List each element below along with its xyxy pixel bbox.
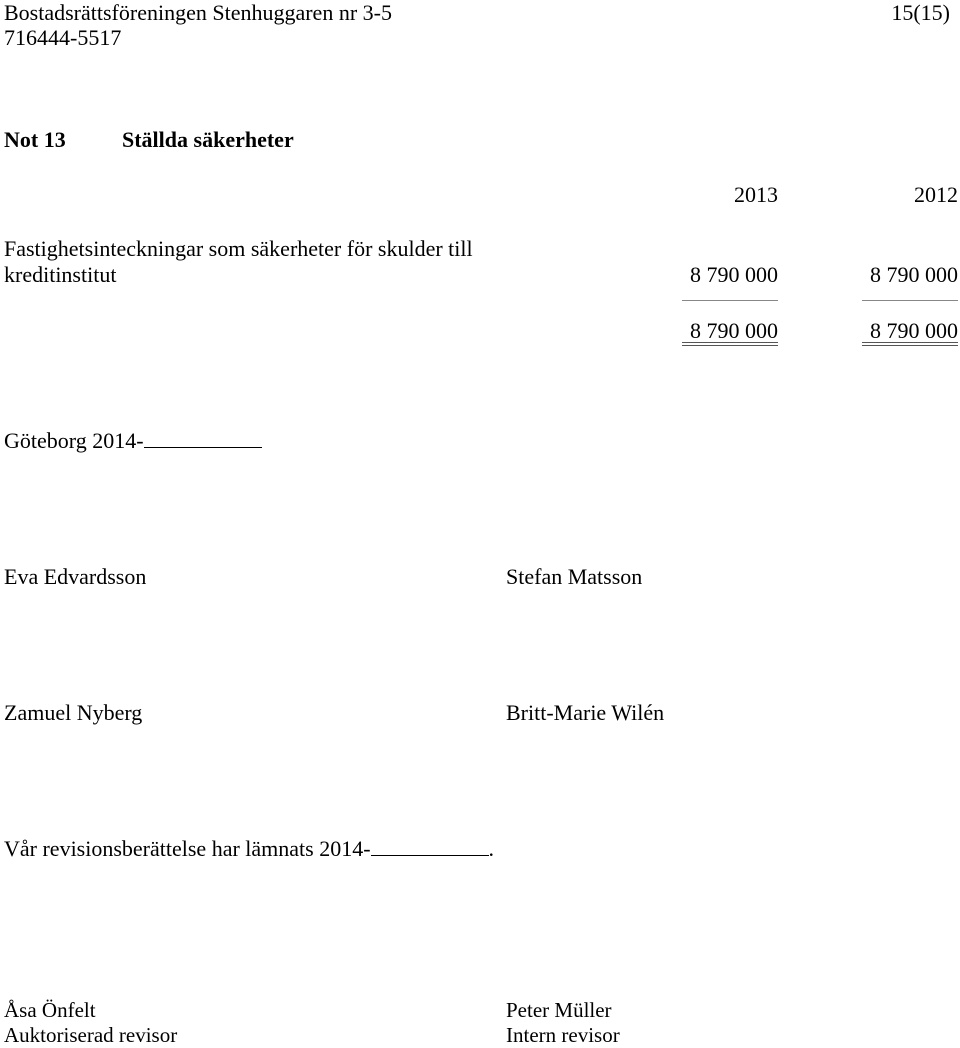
place-date <box>4 428 262 454</box>
auditor-name: Peter Müller <box>506 998 612 1022</box>
sum-rule-2013 <box>682 300 778 301</box>
year-header-2013: 2013 <box>734 182 778 207</box>
organization-name: Bostadsrättsföreningen Stenhuggaren nr 3-5 <box>4 0 392 25</box>
total-value-2012: 8 790 000 <box>870 318 958 343</box>
audit-statement-end: . <box>488 836 495 861</box>
row-label-line2: kreditinstitut <box>4 262 117 287</box>
total-double-rule-2013 <box>682 342 778 346</box>
row-value-2013: 8 790 000 <box>690 262 778 287</box>
row-label-line1: Fastighetsinteckningar som säkerheter för skulder till <box>4 236 473 261</box>
total-value-2013: 8 790 000 <box>690 318 778 343</box>
signatory-name: Britt-Marie Wilén <box>506 700 665 725</box>
note-number: Not 13 <box>4 127 66 152</box>
organization-number: 716444-5517 <box>4 25 122 50</box>
total-double-rule-2012 <box>862 342 958 346</box>
signatory-name: Zamuel Nyberg <box>4 700 143 725</box>
date-blank-line <box>144 429 262 448</box>
audit-date-blank-line <box>371 837 489 856</box>
audit-statement-text: Vår revisionsberättelse har lämnats 2014- <box>4 836 371 861</box>
year-header-2012: 2012 <box>914 182 958 207</box>
page-number: 15(15) <box>891 0 950 25</box>
signatory-name: Stefan Matsson <box>506 564 643 589</box>
sum-rule-2012 <box>862 300 958 301</box>
audit-statement <box>4 836 494 862</box>
auditor-role: Auktoriserad revisor <box>4 1023 178 1047</box>
auditor-role: Intern revisor <box>506 1023 620 1047</box>
note-title: Ställda säkerheter <box>122 127 294 152</box>
signatory-name: Eva Edvardsson <box>4 564 147 589</box>
place-date-text: Göteborg 2014- <box>4 428 144 453</box>
row-value-2012: 8 790 000 <box>870 262 958 287</box>
auditor-name: Åsa Önfelt <box>4 998 96 1022</box>
